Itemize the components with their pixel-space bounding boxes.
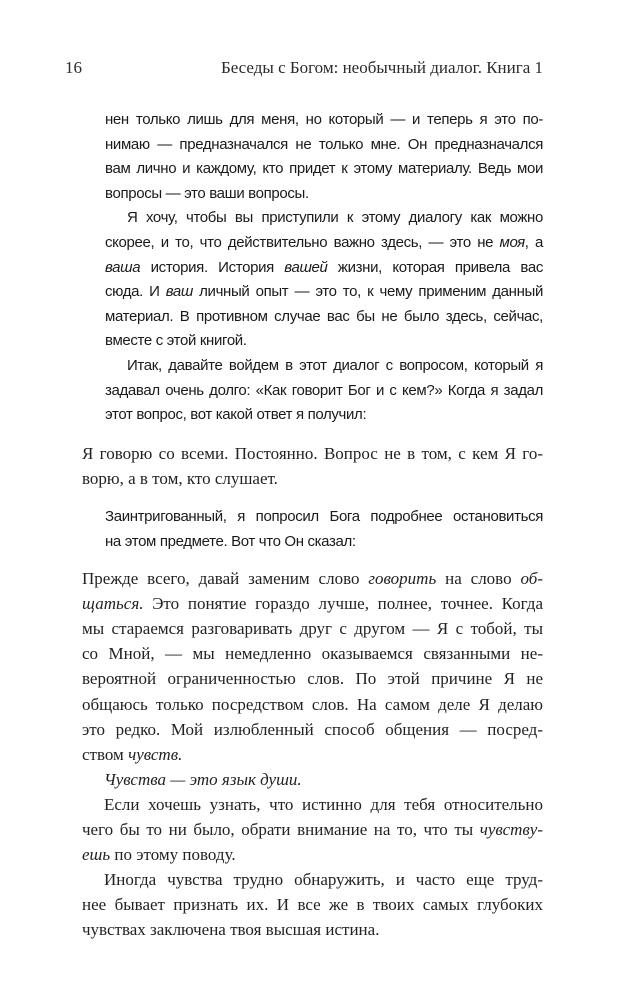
text-line: [105, 182, 543, 206]
text-line: [104, 793, 543, 817]
text-line: [82, 893, 543, 917]
text-span: чего бы то ни было, обрати внимание на то, что ты: [82, 820, 480, 839]
text-span: нен только лишь для меня, но который — и теперь я это по-: [105, 111, 543, 128]
text-span: это редко. Мой излюбленный способ общения — посред-: [82, 719, 543, 739]
text-span: Итак, давайте войдем в этот диалог с вопросом, который я: [127, 357, 543, 374]
text-line: [105, 108, 543, 132]
italic-text: щаться.: [82, 594, 144, 614]
text-line: [82, 918, 543, 942]
text-line: [82, 667, 543, 691]
text-span: по этому поводу.: [110, 845, 236, 865]
text-line: [82, 818, 543, 842]
text-span: личный опыт — это то, к чему применим данный: [192, 283, 544, 301]
italic-text: ваш: [165, 283, 193, 301]
running-title: Беседы с Богом: необычный диалог. Книга 1: [220, 58, 543, 77]
text-line: [105, 305, 543, 329]
text-span: , а: [524, 234, 543, 251]
text-span: Иногда чувства трудно обнаружить, и часто еще труд-: [104, 870, 543, 890]
text-span: на слово: [436, 569, 521, 588]
text-line: [82, 567, 543, 591]
text-line: [105, 403, 543, 427]
italic-text: моя: [499, 234, 525, 251]
text-span: вероятной ограниченностью слов. По этой причине Я не: [82, 669, 543, 689]
italic-text: чувству-: [479, 820, 543, 839]
text-span: вопросы — это ваши вопросы.: [105, 184, 309, 202]
text-line: [82, 442, 543, 466]
text-span: Прежде всего, давай заменим слово: [82, 569, 369, 588]
text-line: [105, 231, 543, 255]
text-line: [104, 768, 543, 792]
text-span: Заинтригованный, я попросил Бога подробнее остановиться: [105, 508, 543, 525]
page-number: 16: [65, 58, 82, 77]
text-span: Это понятие гораздо лучше, полнее, точнее. Когда: [143, 594, 543, 614]
text-line: [127, 206, 543, 230]
text-span: задавал очень долго: «Как говорит Бог и с кем?» Когда я задал: [105, 381, 543, 399]
italic-text: ешь: [82, 845, 111, 865]
text-line: [82, 718, 543, 742]
text-span: история. История: [140, 258, 285, 276]
text-line: [105, 329, 543, 353]
text-span: скорее, и то, что действительно важно здесь, — это не: [105, 234, 500, 251]
text-line: [105, 157, 543, 181]
text-line: [82, 743, 543, 767]
italic-text: чувств.: [128, 744, 183, 764]
text-line: [104, 868, 543, 892]
text-span: общаюсь только посредством слов. На самом деле Я делаю: [82, 694, 543, 714]
text-line: [105, 505, 543, 529]
text-line: [127, 354, 543, 378]
text-span: чувствах заключена твоя высшая истина.: [82, 920, 380, 940]
text-span: сюда. И: [105, 283, 166, 301]
text-span: на этом предмете. Вот что Он сказал:: [105, 532, 356, 550]
text-span: этот вопрос, вот какой ответ я получил:: [105, 406, 367, 424]
italic-text: говорить: [368, 569, 437, 588]
text-span: ворю, а в том, кто слушает.: [82, 468, 278, 488]
text-span: нимаю — предназначался не только мне. Он предназначался: [105, 135, 543, 153]
text-span: мы стараемся разговаривать друг с другом — Я с тобой, ты: [82, 619, 543, 639]
text-line: [82, 693, 543, 717]
text-span: Я говорю со всеми. Постоянно. Вопрос не в том, с кем Я го-: [82, 444, 543, 463]
text-span: вам лично и каждому, кто придет к этому материалу. Ведь мои: [105, 160, 543, 178]
text-span: материал. В противном случае вас бы не было здесь, сейчас,: [105, 307, 543, 325]
text-span: ством: [82, 744, 129, 764]
text-line: [82, 592, 543, 616]
text-line: [82, 617, 543, 641]
text-line: [105, 256, 543, 280]
italic-text: об-: [520, 569, 543, 588]
text-span: вместе с этой книгой.: [105, 332, 247, 350]
text-span: нее бывает признать их. И все же в твоих самых глубоких: [82, 895, 543, 915]
text-span: Я хочу, чтобы вы приступили к этому диалогу как можно: [127, 209, 543, 227]
text-span: со Мной, — мы немедленно оказываемся связанными не-: [82, 644, 543, 664]
text-line: [105, 280, 543, 304]
text-span: жизни, которая привела вас: [327, 258, 543, 276]
text-line: [105, 133, 543, 157]
italic-text: Чувства — это язык души.: [104, 769, 302, 789]
text-line: [82, 843, 543, 867]
text-line: [105, 530, 543, 554]
text-line: [82, 467, 543, 491]
italic-text: вашей: [284, 258, 328, 276]
text-line: [105, 379, 543, 403]
italic-text: ваша: [105, 258, 141, 276]
text-span: Если хочешь узнать, что истинно для тебя относительно: [104, 794, 543, 814]
text-line: [82, 642, 543, 666]
